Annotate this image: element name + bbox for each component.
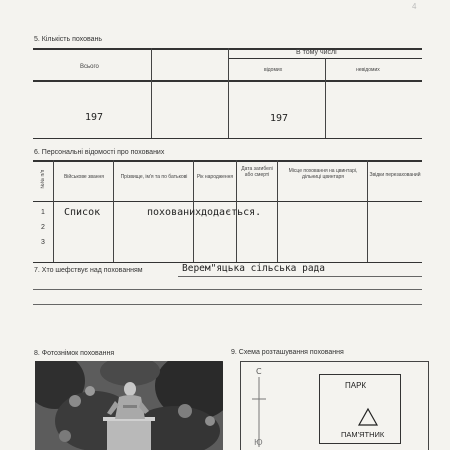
section6-title: 6. Персональні відомості про похованих (34, 149, 165, 156)
svg-text:Ю: Ю (254, 438, 263, 447)
section6-row1-birth: додається. (201, 207, 262, 218)
section6-header-place: Місце поховання на цвинтарі, дільниці цвинтаря (288, 168, 358, 181)
section6-header-num: №№ п/п (39, 169, 46, 189)
section5-col-group: В тому числі (296, 49, 337, 56)
section6-row1-rank: Список (64, 207, 101, 218)
section6-row-number-3: 3 (41, 239, 45, 246)
section9-title: 9. Схема розташування поховання (231, 349, 344, 356)
section6-header-name: Прізвище, ім'я та по батькові (120, 174, 188, 180)
north-arrow-icon (244, 361, 274, 450)
section6-row-number-1: 1 (41, 209, 45, 216)
monument-triangle-icon (357, 407, 379, 427)
section8-title: 8. Фотознімок поховання (34, 350, 115, 357)
section6-row-number-2: 2 (41, 224, 45, 231)
park-label: ПАРК (345, 381, 367, 390)
bleed-through-text (240, 14, 420, 44)
monument-label: ПАМ'ЯТНИК (341, 430, 385, 439)
section7-title: 7. Хто шефствує над похованням (34, 267, 143, 274)
page-number: 4 (412, 2, 417, 11)
section6-header-rank: Військове звання (63, 174, 105, 180)
monument-photo-image (35, 361, 223, 450)
section5-col-known: відомих (264, 67, 283, 73)
section5-col-unknown: невідомих (356, 67, 380, 73)
section6-row1-name: похованих (147, 207, 202, 218)
section7-value: Верем"яцька сільська рада (182, 263, 325, 274)
svg-text:С: С (256, 367, 262, 376)
section6-header-birth: Рік народження (196, 174, 234, 180)
section6-header-death: Дата загибелі або смерті (241, 166, 273, 179)
section5-title: 5. Кількість поховань (34, 36, 103, 43)
section6-header-reburial: Звідки перезахований (369, 172, 421, 178)
grave-photo (35, 361, 223, 450)
section5-known-value: 197 (270, 113, 289, 124)
section5-col-total: Всього (80, 64, 99, 70)
section5-total-value: 197 (85, 112, 104, 123)
